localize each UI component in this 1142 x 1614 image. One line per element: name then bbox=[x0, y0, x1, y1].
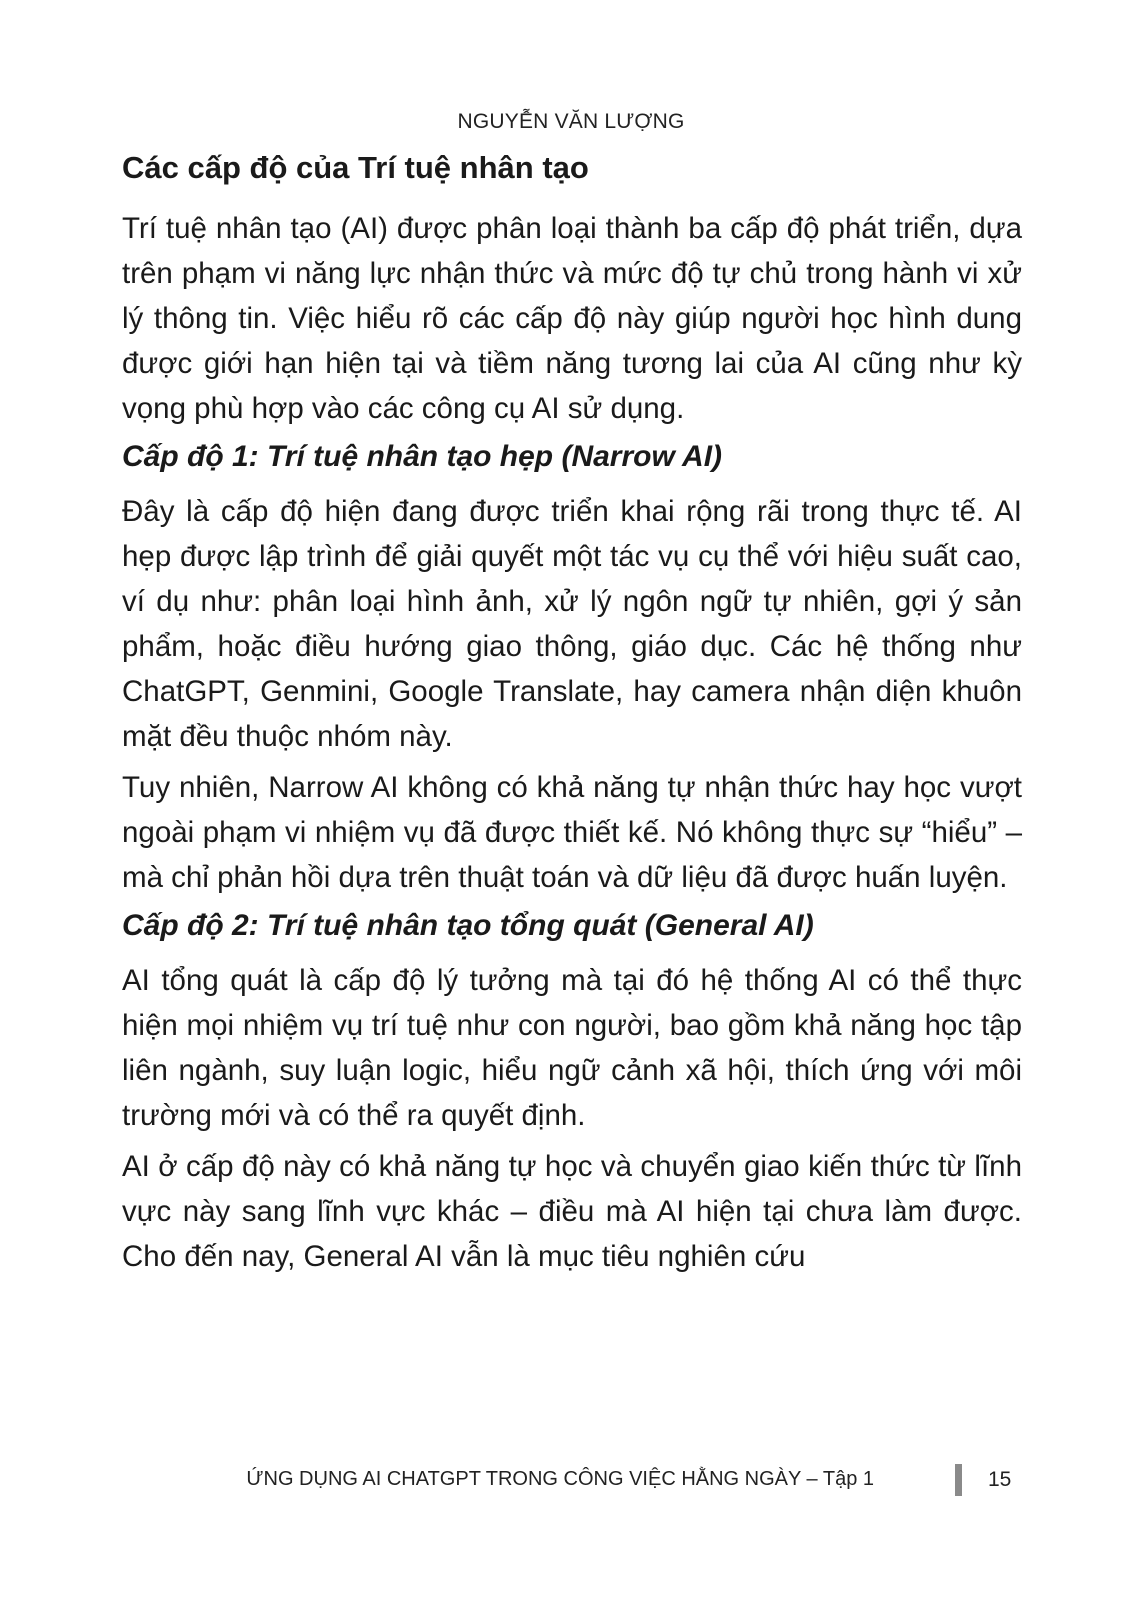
level-1-paragraph-2: Tuy nhiên, Narrow AI không có khả năng tự nhận thức hay học vượt ngoài phạm vi nhiệm vụ đã được thiết kế. Nó không thực sự “hiểu” – mà chỉ phản hồi dựa trên thuật toán và dữ liệu đã được huấn luyện. bbox=[122, 771, 1022, 894]
level-2-heading: Cấp độ 2: Trí tuệ nhân tạo tổng quát (General AI) bbox=[122, 909, 814, 942]
section-intro-paragraph: Trí tuệ nhân tạo (AI) được phân loại thành ba cấp độ phát triển, dựa trên phạm vi năng lực nhận thức và mức độ tự chủ trong hành vi xử lý thông tin. Việc hiểu rõ các cấp độ này giúp người học hình dung được giới hạn hiện tại và tiềm năng tương lai của AI cũng như kỳ vọng phù hợp vào các công cụ AI sử dụng. bbox=[122, 212, 1022, 425]
section-title: Các cấp độ của Trí tuệ nhân tạo bbox=[122, 150, 589, 185]
level-1-paragraph-1: Đây là cấp độ hiện đang được triển khai rộng rãi trong thực tế. AI hẹp được lập trình để giải quyết một tác vụ cụ thể với hiệu suất cao, ví dụ như: phân loại hình ảnh, xử lý ngôn ngữ tự nhiên, gợi ý sản phẩm, hoặc điều hướng giao thông, giáo dục. Các hệ thống như ChatGPT, Genmini, Google Translate, hay camera nhận diện khuôn mặt đều thuộc nhóm này. bbox=[122, 495, 1022, 753]
page-footer bbox=[0, 1462, 1142, 1498]
running-header-author: NGUYỄN VĂN LƯỢNG bbox=[457, 110, 685, 133]
footer-book-title: ỨNG DỤNG AI CHATGPT TRONG CÔNG VIỆC HẰNG NGÀY – Tập 1 bbox=[246, 1468, 874, 1490]
level-1-heading: Cấp độ 1: Trí tuệ nhân tạo hẹp (Narrow AI) bbox=[122, 440, 723, 473]
level-2-paragraph-1: AI tổng quát là cấp độ lý tưởng mà tại đó hệ thống AI có thể thực hiện mọi nhiệm vụ trí tuệ như con người, bao gồm khả năng học tập liên ngành, suy luận logic, hiểu ngữ cảnh xã hội, thích ứng với môi trường mới và có thể ra quyết định. bbox=[122, 964, 1022, 1132]
level-2-paragraph-2: AI ở cấp độ này có khả năng tự học và chuyển giao kiến thức từ lĩnh vực này sang lĩnh vực khác – điều mà AI hiện tại chưa làm được. Cho đến nay, General AI vẫn là mục tiêu nghiên cứu bbox=[122, 1150, 1022, 1273]
page-number: 15 bbox=[988, 1468, 1012, 1491]
footer-divider-bar bbox=[955, 1464, 962, 1496]
page-content bbox=[122, 148, 1022, 1285]
